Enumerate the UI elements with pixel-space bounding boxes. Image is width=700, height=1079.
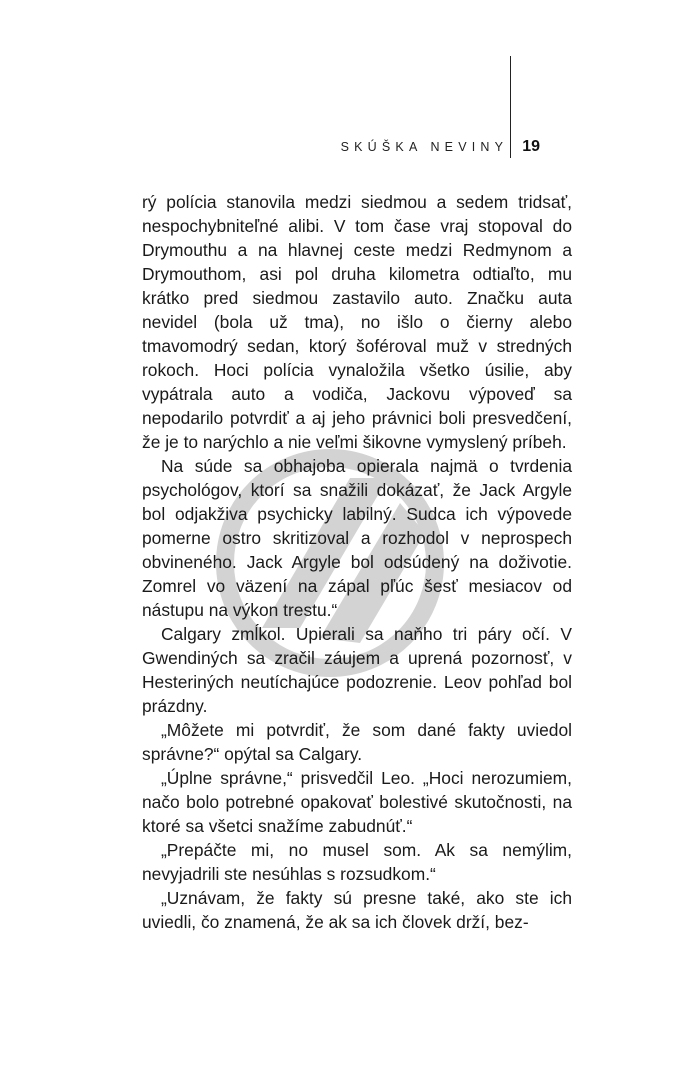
running-header	[341, 138, 540, 156]
paragraph-2: Na súde sa obhajoba opierala najmä o tvrdenia psychológov, ktorí sa snažili dokázať, že Jack Argyle bol odjakživa psychicky labilný. Sudca ich výpovede pomerne ostro skritizoval a rozhodol v neprospech obvineného. Jack Argyle bol odsúdený na doživotie. Zomrel vo väzení na zápal pľúc šesť mesiacov od nástupu na výkon trestu.“	[142, 456, 572, 620]
paragraph-4: „Môžete mi potvrdiť, že som dané fakty uviedol správne?“ opýtal sa Calgary.	[142, 720, 572, 764]
paragraph-5: „Úplne správne,“ prisvedčil Leo. „Hoci nerozumiem, načo bolo potrebné opakovať bolestivé skutočnosti, na ktoré sa všetci snažíme zabudnúť.“	[142, 768, 572, 836]
paragraph-7: „Uznávam, že fakty sú presne také, ako ste ich uviedli, čo znamená, že ak sa ich človek drží, bez-	[142, 888, 572, 932]
page-number: 19	[522, 138, 540, 155]
paragraph-6: „Prepáčte mi, no musel som. Ak sa nemýlim, nevyjadrili ste nesúhlas s rozsudkom.“	[142, 840, 572, 884]
body-text	[142, 190, 572, 934]
paragraph-3: Calgary zmĺkol. Upierali sa naňho tri páry očí. V Gwendiných sa zračil záujem a uprená pozornosť, v Hesteriných neutíchajúce podozrenie. Leov pohľad bol prázdny.	[142, 624, 572, 716]
running-title: SKÚŠKA NEVINY	[340, 140, 509, 154]
paragraph-1: rý polícia stanovila medzi siedmou a sedem tridsať, nespochybniteľné alibi. V tom čase vraj stopoval do Drymouthu a na hlavnej ceste medzi Redmynom a Drymouthom, asi pol druha kilometra odtiaľto, mu krátko pred siedmou zastavilo auto. Značku auta nevidel (bola už tma), no išlo o čierny alebo tmavomodrý sedan, ktorý šoféroval muž v stredných rokoch. Hoci polícia vynaložila všetko úsilie, aby vypátrala auto a vodiča, Jackovu výpoveď sa nepodarilo potvrdiť a aj jeho právnici boli presvedčení, že je to narýchlo a nie veľmi šikovne vymyslený príbeh.	[142, 192, 572, 452]
